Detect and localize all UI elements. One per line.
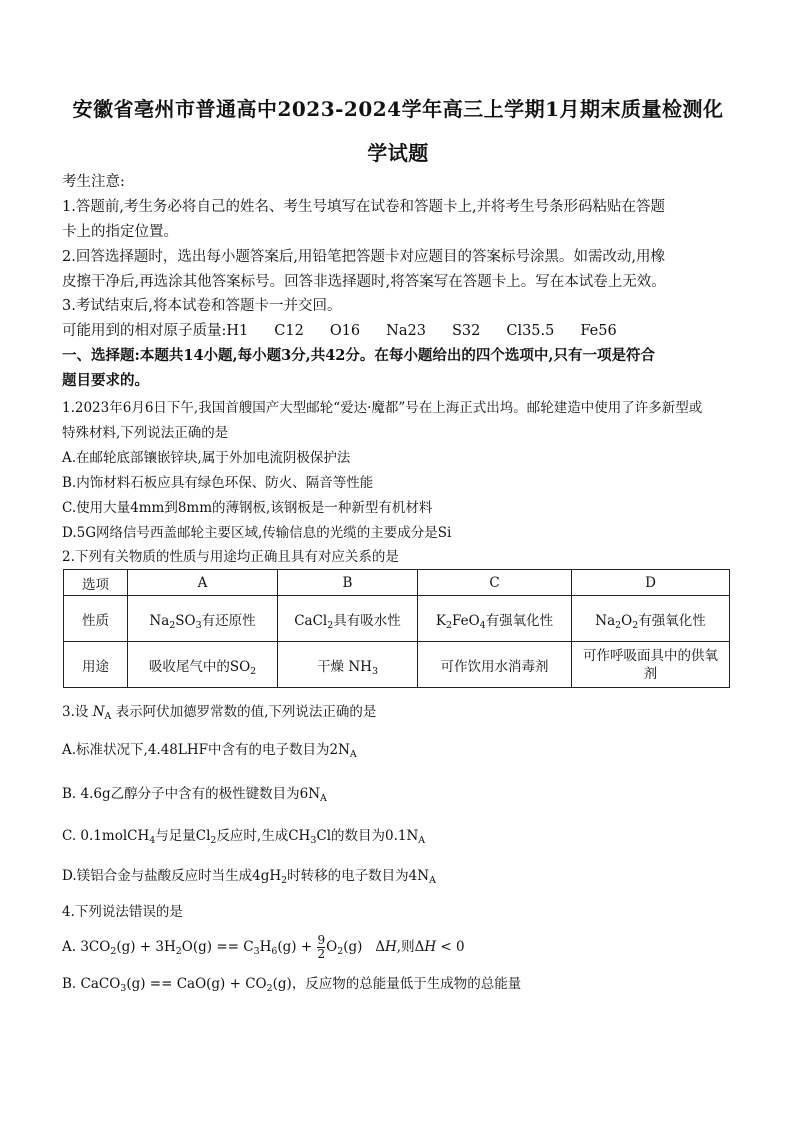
notice-line-3: 2.回答选择题时，选出每小题答案后,用铅笔把答题卡对应题目的答案标号涂黑。如需改动,用橡	[62, 249, 666, 265]
q1-stem-line2: 特殊材料,下列说法正确的是	[62, 425, 229, 441]
notice-line-1: 1.答题前,考生务必将自己的姓名、考生号填写在试卷和答题卡上,并将考生号条形码粘贴在答题	[62, 199, 666, 215]
q4-option-a: A. $3CO_2(g) + 3H_2O(g) == C_3H_6(g)$ + $\frac{9}{2}$ $O_2(g)$ ΔH,则ΔH < 0	[62, 933, 465, 961]
q3-option-b: B. 4.6g乙醇分子中含有的极性键数目为$6N_A$	[62, 786, 327, 804]
q1-stem-line1: 1.2023年6月6日下午,我国首艘国产大型邮轮“爱达·魔都”号在上海正式出坞。邮轮建造中使用了许多新型或	[62, 400, 703, 416]
q1-option-b: B.内饰材料石板应具有绿色环保、防火、隔音等性能	[62, 475, 374, 491]
q2-header-row	[64, 570, 730, 596]
q2-use-c: 可作饮用水消毒剂	[418, 642, 572, 688]
q2-options-table	[63, 569, 730, 688]
q2-property-b: CaCl$_2$具有吸水性	[278, 596, 418, 642]
notice-line-2: 卡上的指定位置。	[62, 224, 178, 240]
q2-use-d: 可作呼吸面具中的供氧 剂	[572, 642, 730, 688]
q3-option-a: A.标准状况下,4.48LHF中含有的电子数目为$2N_A$	[62, 742, 357, 760]
q2-property-c: $K_2FeO_4$有强氧化性	[418, 596, 572, 642]
notice-heading: 考生注意:	[62, 174, 125, 190]
q2-header-cell: C	[418, 570, 572, 596]
q2-row-label: 用途	[64, 642, 128, 688]
fraction-9-over-2: $\frac{9}{2}$	[317, 933, 326, 961]
q2-property-row	[64, 596, 730, 642]
q4-option-b: B. CaCO$_3$(g) == $CaO(g) + CO_2(g)$，反应物的总能量低于生成物的总能量	[62, 976, 522, 994]
q2-property-d: $Na_2O_2$有强氧化性	[572, 596, 730, 642]
q1-option-a: A.在邮轮底部镶嵌锌块,属于外加电流阴极保护法	[62, 450, 351, 466]
section-heading-line1: 一、选择题:本题共14小题,每小题3分,共42分。在每小题给出的四个选项中,只有一项是符合	[62, 347, 655, 364]
q2-property-a: $Na_2SO_3$有还原性	[128, 596, 278, 642]
exam-title-line1: 安徽省亳州市普通高中2023-2024学年高三上学期1月期末质量检测化	[72, 97, 724, 121]
atomic-masses: 可能用到的相对原子质量:H1 C12 O16 Na23 S32 Cl35.5 Fe56	[62, 323, 617, 339]
notice-line-5: 3.考试结束后,将本试卷和答题卡一并交回。	[62, 298, 342, 314]
q1-option-c: C.使用大量4mm到8mm的薄钢板,该钢板是一种新型有机材料	[62, 500, 433, 516]
q2-header-cell: D	[572, 570, 730, 596]
q2-use-row	[64, 642, 730, 688]
q3-option-c: C. 0.1molCH$_4$与足量$Cl_2$反应时,生成$CH_3Cl$的数目为$0.1N_A$	[62, 828, 426, 846]
q3-option-d: D.镁铝合金与盐酸反应时当生成$4gH_2$时转移的电子数目为$4N_A$	[62, 868, 436, 886]
q2-header-cell: 选项	[64, 570, 128, 596]
q1-option-d: D.5G网络信号西盖邮轮主要区域,传输信息的光缆的主要成分是Si	[62, 525, 452, 541]
q2-stem: 2.下列有关物质的性质与用途均正确且具有对应关系的是	[62, 549, 399, 565]
q3-stem: 3.设 $N_A$ 表示阿伏加德罗常数的值,下列说法正确的是	[62, 704, 377, 722]
q2-header-cell: B	[278, 570, 418, 596]
q2-use-b: 干燥 $NH_3$	[278, 642, 418, 688]
q4-stem: 4.下列说法错误的是	[62, 904, 183, 920]
exam-title-line2: 学试题	[367, 141, 429, 165]
q2-header-cell: A	[128, 570, 278, 596]
notice-line-4: 皮擦干净后,再选涂其他答案标号。回答非选择题时,将答案写在答题卡上。写在本试卷上无效。	[62, 274, 666, 290]
section-heading-line2: 题目要求的。	[62, 372, 149, 389]
q2-row-label: 性质	[64, 596, 128, 642]
q2-use-a: 吸收尾气中的$SO_2$	[128, 642, 278, 688]
